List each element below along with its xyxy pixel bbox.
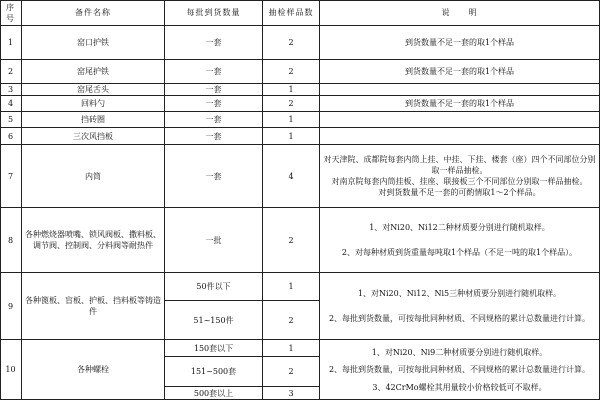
row-1-name: 窑口护铁 <box>22 26 165 60</box>
header-seq: 序号 <box>0 0 22 26</box>
row-8-note-line-1: 1、对Ni20、Ni12二种材质要分别进行随机取样。 <box>369 223 550 232</box>
row-8-note <box>320 208 600 273</box>
row-6-batch: 一套 <box>165 128 263 145</box>
row-7-note <box>320 145 600 208</box>
row-2-seq: 2 <box>0 60 22 84</box>
row-10-sample-a: 1 <box>263 340 320 357</box>
header-name: 备件名称 <box>22 0 165 26</box>
row-9-seq: 9 <box>0 273 22 340</box>
row-2-note: 到货数量不足一套的取1个样品 <box>320 60 600 84</box>
row-9-name: 各种篦板、盲板、护板、挡料板等铸造件 <box>22 273 165 340</box>
row-8-name: 各种燃烧器喷嘴、锁风阀板、撒料板、调节阀、控制阀、分料阀等耐热件 <box>22 208 165 273</box>
row-10-note <box>320 340 600 400</box>
row-8-seq: 8 <box>0 208 22 273</box>
row-9-note <box>320 273 600 340</box>
row-8-note-line-2: 2、对每种材质到货重量每吨取1个样品（不足一吨的取1个样品）。 <box>341 248 578 257</box>
row-5-sample: 1 <box>263 112 320 128</box>
row-10-sample-b: 2 <box>263 357 320 387</box>
row-5-batch: 一套 <box>165 112 263 128</box>
row-10-name: 各种螺栓 <box>22 340 165 400</box>
row-4-sample: 2 <box>263 96 320 112</box>
row-2-sample: 2 <box>263 60 320 84</box>
row-8-batch: 一批 <box>165 208 263 273</box>
row-9-batch-a: 50件以下 <box>165 273 263 301</box>
row-1-batch: 一套 <box>165 26 263 60</box>
row-5-name: 挡砖圈 <box>22 112 165 128</box>
row-3-name: 窑尾舌头 <box>22 84 165 96</box>
row-9-sample-b: 2 <box>263 301 320 340</box>
row-4-batch: 一套 <box>165 96 263 112</box>
row-10-batch-c: 500套以上 <box>165 387 263 400</box>
row-1-sample: 2 <box>263 26 320 60</box>
row-7-note-line-3: 对到货数量不足一套的可酌情取1～2个样品。 <box>378 188 541 197</box>
row-6-seq: 6 <box>0 128 22 145</box>
row-10-seq: 10 <box>0 340 22 400</box>
row-6-sample: 1 <box>263 128 320 145</box>
row-9-note-line-2: 2、每批到货数量，可按每批同种材质、不同规格的累计总数量进行计算。 <box>328 314 591 324</box>
row-7-seq: 7 <box>0 145 22 208</box>
row-10-note-line-3: 3、42CrMo螺栓其用量较小价格较低可不取样。 <box>372 382 547 392</box>
row-5-note <box>320 112 600 128</box>
row-7-note-line-2: 对南京院每套内筒挂板、挂座、联接板三个不同部位分别取一样品抽检。 <box>331 177 588 186</box>
row-9-batch-b: 51~150件 <box>165 301 263 340</box>
row-1-seq: 1 <box>0 26 22 60</box>
row-7-name: 内筒 <box>22 145 165 208</box>
row-10-note-line-1: 1、对Ni20、Ni9二种材质要分别进行随机取样。 <box>371 347 548 357</box>
row-6-note <box>320 128 600 145</box>
row-3-note <box>320 84 600 96</box>
row-4-seq: 4 <box>0 96 22 112</box>
row-3-seq: 3 <box>0 84 22 96</box>
row-7-batch: 一套 <box>165 145 263 208</box>
row-6-name: 三次风挡板 <box>22 128 165 145</box>
header-sample: 抽检样品数 <box>263 0 320 26</box>
row-4-note: 到货数量不足一套的取1个样品 <box>320 96 600 112</box>
row-3-sample: 1 <box>263 84 320 96</box>
row-9-sample-a: 1 <box>263 273 320 301</box>
row-7-note-line-1: 对天津院、成都院每套内筒上挂、中挂、下挂、楼套（座）四个不同部位分别取一样品抽检。 <box>323 155 596 175</box>
row-9-note-line-1: 1、对Ni20、Ni12、Ni5三种材质要分别进行随机取样。 <box>357 288 562 298</box>
header-batch: 每批到货数量 <box>165 0 263 26</box>
row-10-note-line-2: 2、每批到货数量，可按每批同种材质、不同规格的累计总数量进行计算。 <box>328 365 591 374</box>
row-10-batch-b: 151~500套 <box>165 357 263 387</box>
row-3-batch: 一套 <box>165 84 263 96</box>
row-2-name: 窑尾护铁 <box>22 60 165 84</box>
row-4-name: 回料勺 <box>22 96 165 112</box>
header-note: 说 明 <box>320 0 600 26</box>
row-2-batch: 一套 <box>165 60 263 84</box>
row-10-sample-c: 3 <box>263 387 320 400</box>
row-8-sample: 2 <box>263 208 320 273</box>
row-7-sample: 4 <box>263 145 320 208</box>
row-5-seq: 5 <box>0 112 22 128</box>
row-1-note: 到货数量不足一套的取1个样品 <box>320 26 600 60</box>
row-10-batch-a: 150套以下 <box>165 340 263 357</box>
